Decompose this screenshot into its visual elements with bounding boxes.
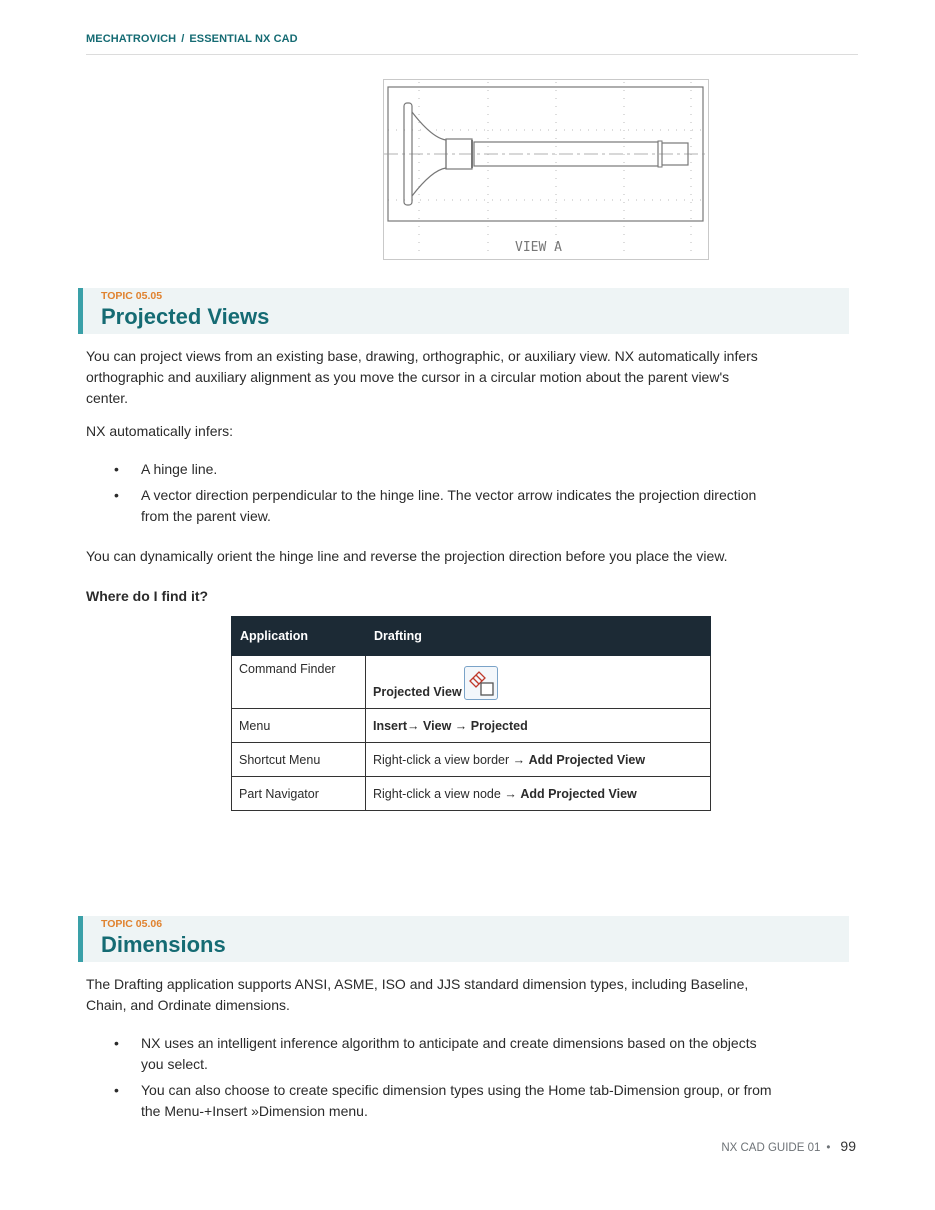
list-item <box>114 459 814 480</box>
column-header-application: Application <box>232 617 366 656</box>
bullet-icon: • <box>114 1035 119 1051</box>
row-value-command: Add Projected View <box>528 752 646 767</box>
valve-drawing <box>384 80 708 259</box>
page-footer <box>721 1138 856 1154</box>
footer-title: NX CAD GUIDE 01 <box>721 1142 821 1154</box>
topic-banner-dimensions <box>78 916 849 962</box>
menu-insert: Insert <box>373 718 408 733</box>
list-item-text: You can also choose to create specific dimension types using the Home tab-Dimension group, or from <box>141 1082 772 1098</box>
row-label: Menu <box>232 709 366 743</box>
list-item-text: you select. <box>141 1056 208 1072</box>
table-row <box>232 656 711 709</box>
row-value <box>366 709 711 743</box>
dimensions-list <box>114 1033 814 1122</box>
topic-title: Dimensions <box>101 932 226 957</box>
table-header-row <box>232 617 711 656</box>
projected-view-icon <box>464 666 498 700</box>
list-item <box>114 485 814 527</box>
row-value <box>366 656 711 709</box>
column-header-drafting: Drafting <box>366 617 711 656</box>
table-row <box>232 743 711 777</box>
where-heading: Where do I find it? <box>86 588 209 604</box>
topic-title: Projected Views <box>101 304 270 329</box>
menu-projected: Projected <box>470 718 528 733</box>
infers-list <box>114 459 814 527</box>
valve-drawing-figure <box>383 79 709 260</box>
dynamic-orient-text: You can dynamically orient the hinge line and reverse the projection direction before you place the view. <box>86 548 728 564</box>
infers-label: NX automatically infers: <box>86 423 234 439</box>
bullet-icon: • <box>114 461 119 477</box>
bullet-icon: • <box>114 487 119 503</box>
arrow-icon: → <box>454 718 468 733</box>
arrow-icon: → <box>512 752 526 767</box>
footer-separator: • <box>826 1142 831 1154</box>
intro-line: center. <box>86 390 129 406</box>
page-number: 99 <box>840 1138 856 1154</box>
list-item-text: A vector direction perpendicular to the hinge line. The vector arrow indicates the projection direction <box>141 487 757 503</box>
intro-line: The Drafting application supports ANSI, ASME, ISO and JJS standard dimension types, including Baseline, <box>86 976 749 992</box>
list-item-text: NX uses an intelligent inference algorithm to anticipate and create dimensions based on the objects <box>141 1035 757 1051</box>
row-value-prefix: Right-click a view border <box>373 752 510 767</box>
topic-number: TOPIC 05.06 <box>101 918 163 930</box>
row-value-prefix: Right-click a view node <box>373 786 501 801</box>
row-label: Shortcut Menu <box>232 743 366 777</box>
intro-line: You can project views from an existing base, drawing, orthographic, or auxiliary view. NX automatically infers <box>86 348 758 364</box>
figure-caption: VIEW A <box>515 240 562 255</box>
list-item-text: from the parent view. <box>141 508 271 524</box>
header-separator: / <box>181 33 185 45</box>
row-value-command: Add Projected View <box>520 786 637 801</box>
dimensions-intro <box>86 974 806 1016</box>
list-item <box>114 1033 814 1075</box>
bullet-icon: • <box>114 1082 119 1098</box>
running-header <box>86 33 858 55</box>
topic-number: TOPIC 05.05 <box>101 290 163 302</box>
intro-line: orthographic and auxiliary alignment as you move the cursor in a circular motion about the parent view's <box>86 369 730 385</box>
row-label: Command Finder <box>232 656 366 709</box>
projected-views-intro <box>86 346 806 409</box>
arrow-icon: → <box>407 718 420 733</box>
intro-line: Chain, and Ordinate dimensions. <box>86 997 290 1013</box>
list-item-text: the Menu-+Insert »Dimension menu. <box>141 1103 368 1119</box>
topic-banner-projected-views <box>78 288 849 334</box>
where-table <box>231 616 711 811</box>
arrow-icon: → <box>504 786 517 801</box>
list-item <box>114 1080 814 1122</box>
header-title: ESSENTIAL NX CAD <box>189 33 298 45</box>
row-value <box>366 777 711 811</box>
table-row <box>232 777 711 811</box>
header-author: MECHATROVICH <box>86 33 177 45</box>
row-value <box>366 743 711 777</box>
table-row <box>232 709 711 743</box>
command-name: Projected View <box>373 685 462 699</box>
menu-view: View <box>423 718 452 733</box>
row-label: Part Navigator <box>232 777 366 811</box>
list-item-text: A hinge line. <box>141 461 218 477</box>
